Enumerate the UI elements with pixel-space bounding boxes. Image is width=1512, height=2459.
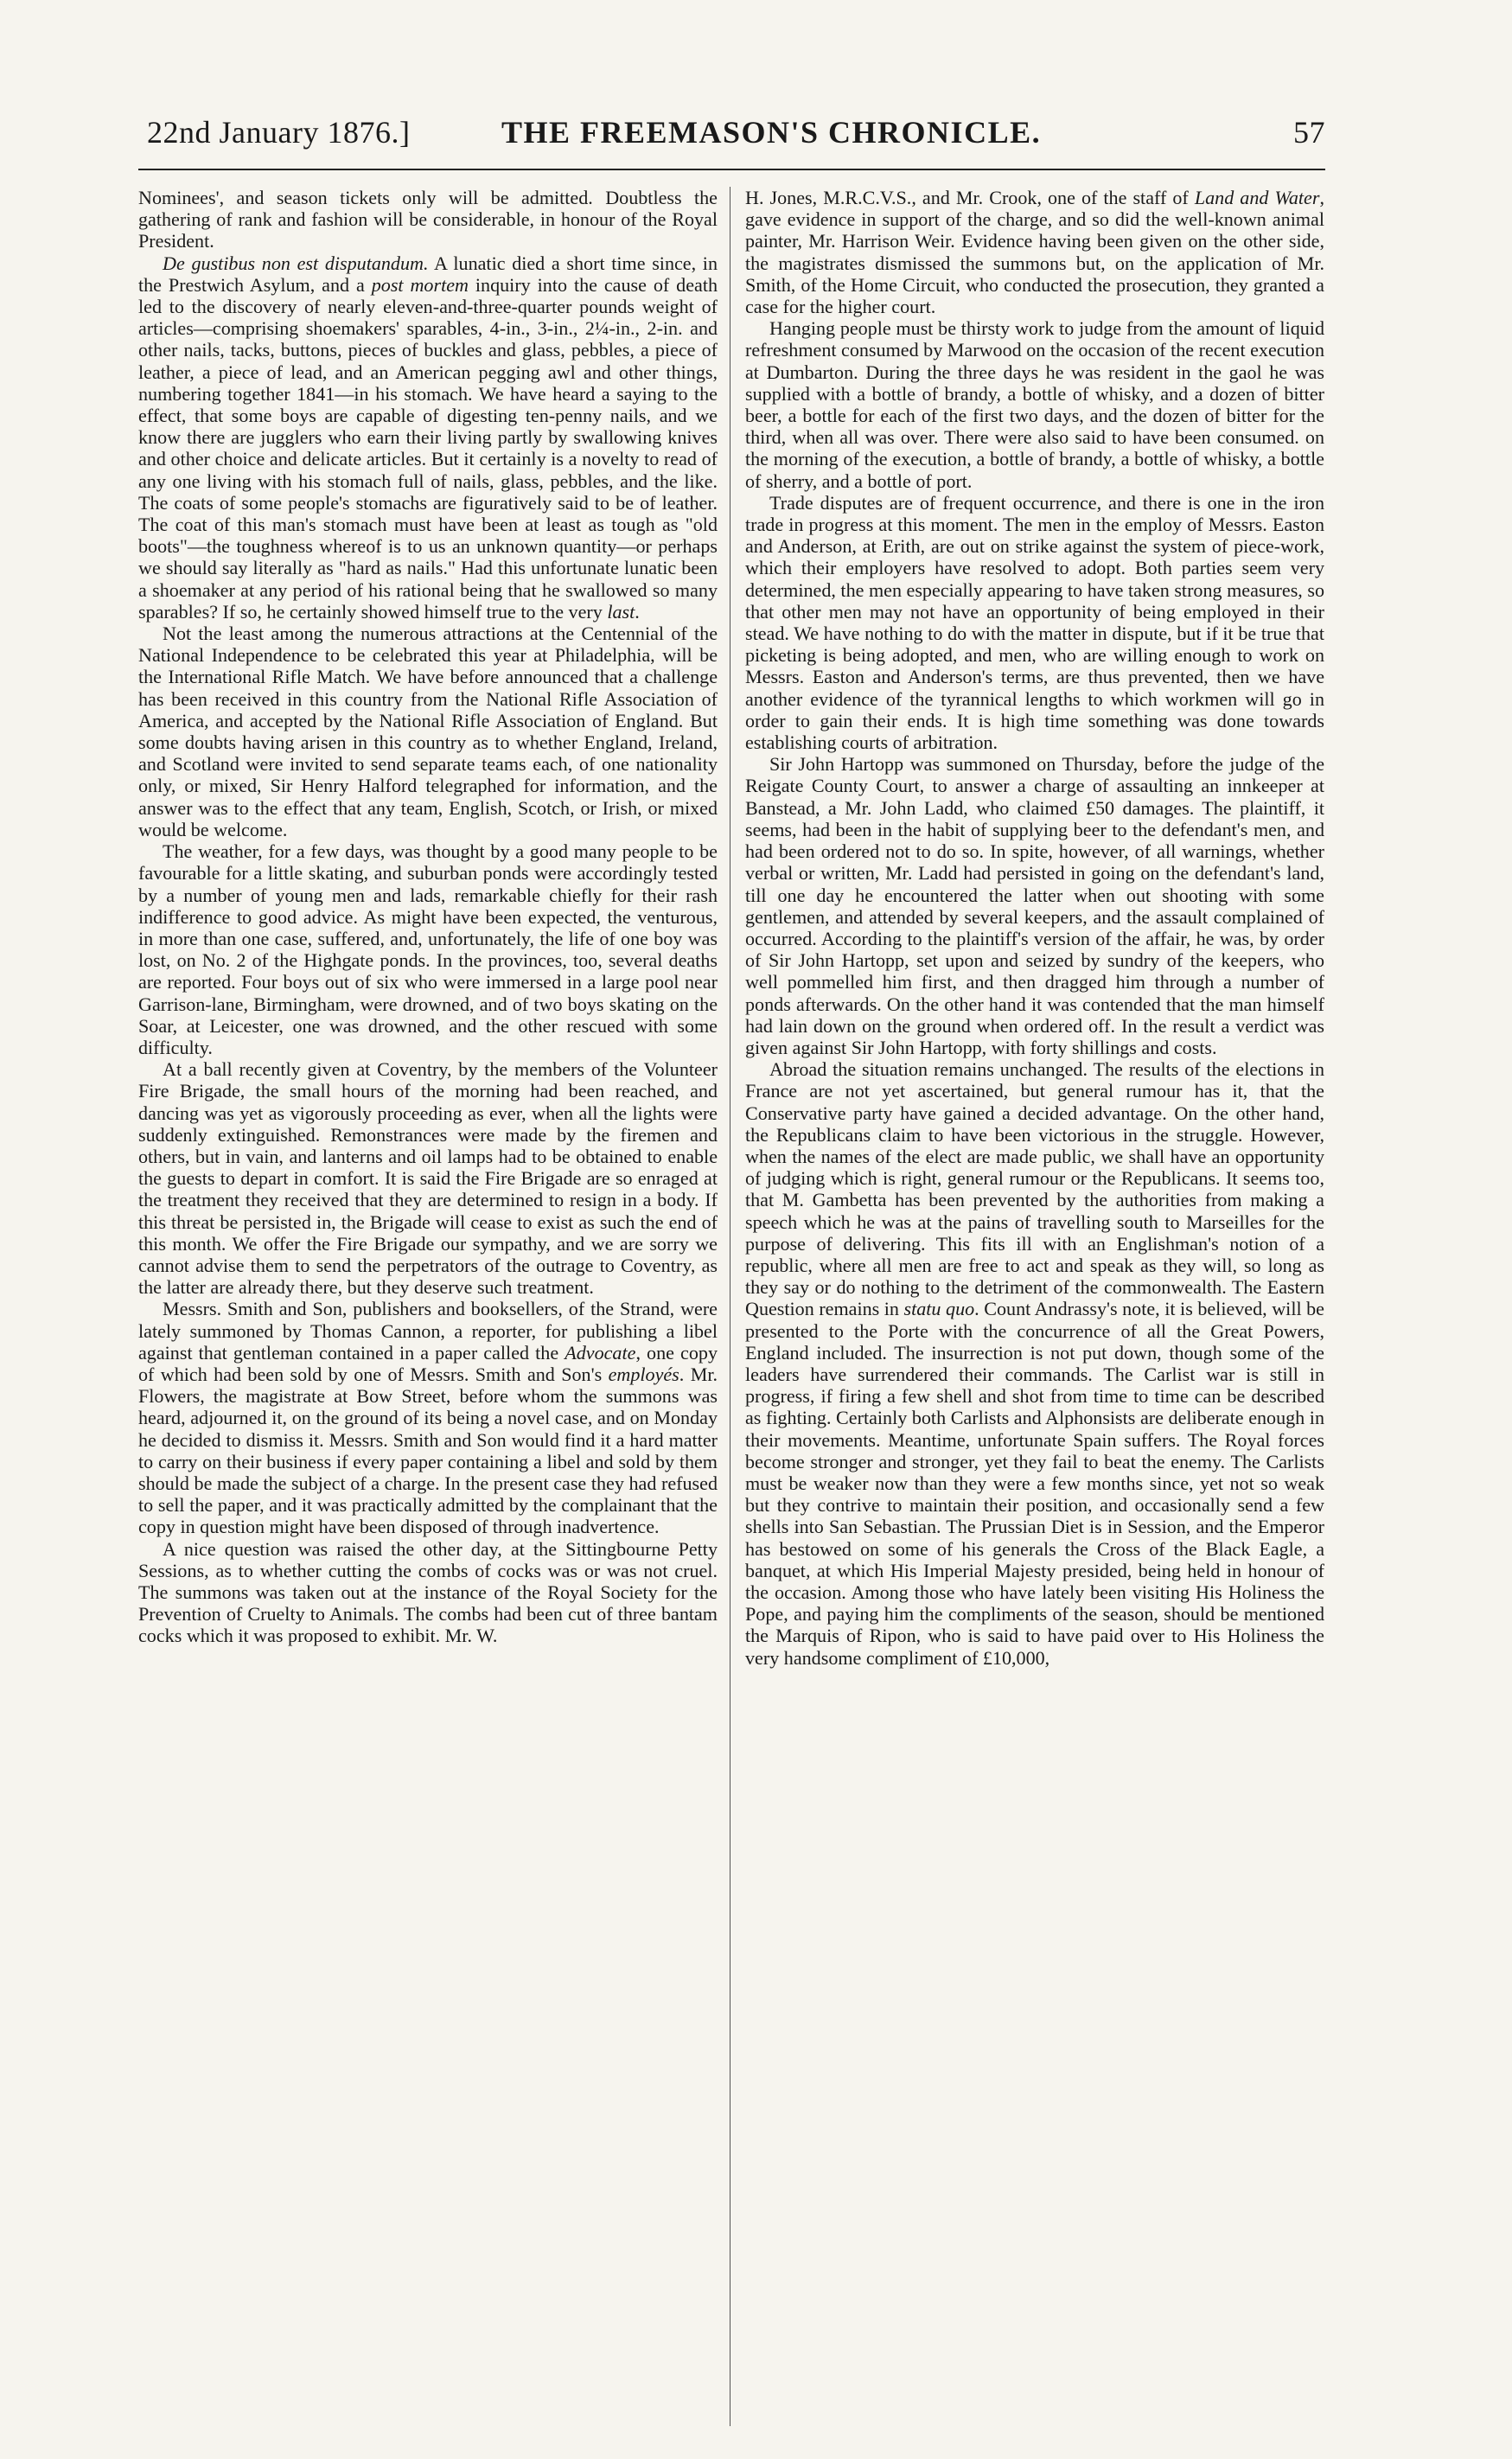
italic-phrase: last bbox=[607, 600, 635, 623]
paragraph bbox=[745, 753, 1324, 1058]
italic-phrase: employés bbox=[608, 1363, 679, 1385]
text-run: Nominees', and season tickets only will be admitted. Doubtless the gathering of rank and fashion will be considerable, in honour of the Royal President. bbox=[138, 187, 718, 252]
text-run: Abroad the situation remains unchanged. The results of the elections in France are not yet ascertained, but general rumour has it, that the Conservative party have gained a decided advantage. On the other hand, the Republicans claim to have been victorious in the struggle. However, when the names of the elect are made public, we shall have an opportunity of judging which is right, general rumour or the Republicans. It seems too, that M. Gambetta has been prevented by the authorities from making a speech which he was at the pains of travelling south to Marseilles for the purpose of delivering. This fits ill with an Englishman's notion of a republic, where all men are free to act and speak as they will, so long as they say or do nothing to the detriment of the commonwealth. The Eastern Question remains in bbox=[745, 1058, 1324, 1320]
paragraph bbox=[138, 840, 718, 1058]
paragraph bbox=[138, 1058, 718, 1298]
text-run: Hanging people must be thirsty work to judge from the amount of liquid refreshment consumed by Marwood on the occasion of the recent execution at Dumbarton. During the three days he was resident in the gaol he was supplied with a bottle of brandy, a bottle of whisky, and a dozen of bitter beer, a bottle for each of the first two days, and the dozen of bitter for the third, when all was over. There were also said to have been consumed. on the morning of the execution, a bottle of brandy, a bottle of whisky, a bottle of sherry, and a bottle of port. bbox=[745, 317, 1324, 492]
text-run: Sir John Hartopp was summoned on Thursday, before the judge of the Reigate County Court, to answer a charge of assaulting an innkeeper at Banstead, a Mr. John Ladd, who claimed £50 damages. The plaintiff, it seems, had been in the habit of supplying beer to the defendant's men, and had been ordered not to do so. In spite, however, of all warnings, whether verbal or written, Mr. Ladd had persisted in going on the defendant's land, till one day he encountered the latter when out shooting with some gentlemen, and attended by several keepers, and the assault complained of occurred. According to the plaintiff's version of the affair, he was, by order of Sir John Hartopp, set upon and seized by sundry of the keepers, who well pommelled him first, and then dragged him through a number of ponds afterwards. On the other hand it was contended that the man himself had lain down on the ground when ordered off. In the result a verdict was given against Sir John Hartopp, with forty shillings and costs. bbox=[745, 753, 1324, 1058]
paragraph bbox=[138, 252, 718, 623]
italic-phrase: Land and Water bbox=[1194, 187, 1320, 208]
paragraph bbox=[138, 1298, 718, 1537]
text-run: . Count Andrassy's note, it is believed, will be presented to the Porte with the concurrence of all the Great Powers, England included. The insurrection is not put down, though some of the leaders have surrendered their commands. The Carlist war is still in progress, if firing a few shell and shot from time to time can be described as fighting. Certainly both Carlists and Alphonsists are deliberate enough in their movements. Meantime, unfortunate Spain suffers. The Royal forces become stronger and stronger, yet they fail to beat the enemy. The Carlists must be weaker now than they were a few months since, yet not so weak but they contrive to maintain their position, and occasionally send a few shells into San Sebastian. The Prussian Diet is in Session, and the Emperor has bestowed on some of his generals the Cross of the Black Eagle, a banquet, at which His Imperial Majesty presided, being held in honour of the occasion. Among those who have lately been visiting His Holiness the Pope, and paying him the compliments of the season, should be mentioned the Marquis of Ripon, who is said to have paid over to His Holiness the very handsome compliment of £10,000, bbox=[745, 1298, 1324, 1669]
text-run: Trade disputes are of frequent occurrence, and there is one in the iron trade in progress at this moment. The men in the employ of Messrs. Easton and Anderson, at Erith, are out on strike against the system of piece-work, which their employers have resolved to adopt. Both parties seem very determined, the men especially appearing to have taken strong measures, so that other men may not have an opportunity of being employed in their stead. We have nothing to do with the matter in dispute, but if it be true that picketing is being adopted, and men, who are willing enough to work on Messrs. Easton and Anderson's terms, are thus prevented, then we have another evidence of the tyrannical lengths to which workmen will go in order to gain their ends. It is high time something was done towards establishing courts of arbitration. bbox=[745, 491, 1324, 754]
text-run: Not the least among the numerous attractions at the Centennial of the National Independence to be celebrated this year at Philadelphia, will be the International Rifle Match. We have before announced that a challenge has been received in this country from the National Rifle Association of America, and accepted by the National Rifle Association of England. But some doubts having arisen in this country as to whether England, Ireland, and Scotland were invited to send separate teams each, of one nationality only, or mixed, Sir Henry Halford telegraphed for information, and the answer was to the effect that any team, English, Scotch, or Irish, or mixed would be welcome. bbox=[138, 623, 718, 840]
text-run: The weather, for a few days, was thought by a good many people to be favourable for a little skating, and suburban ponds were accordingly tested by a number of young men and lads, remarkable chiefly for their rash indifference to good advice. As might have been expected, the venturous, in more than one case, suffered, and, unfortunately, the life of one boy was lost, on No. 2 of the Highgate ponds. In the provinces, too, several deaths are reported. Four boys out of six who were immersed in a large pool near Garrison-lane, Birmingham, were drowned, and of two boys skating on the Soar, at Leicester, one was drowned, and the other rescued with some difficulty. bbox=[138, 840, 718, 1058]
paragraph bbox=[745, 492, 1324, 753]
page-number: 57 bbox=[1293, 115, 1325, 150]
paragraph bbox=[138, 1538, 718, 1647]
italic-phrase: De gustibus non est disputandum. bbox=[163, 252, 429, 274]
italic-phrase: post mortem bbox=[371, 273, 469, 296]
paragraph bbox=[745, 187, 1324, 317]
issue-date: 22nd January 1876.] bbox=[147, 115, 411, 150]
paragraph bbox=[138, 623, 718, 840]
italic-phrase: Advocate bbox=[565, 1341, 636, 1364]
masthead bbox=[147, 114, 1325, 166]
paragraph bbox=[745, 317, 1324, 492]
text-run: Messrs. Smith and Son, publishers and booksellers, of the Strand, were lately summoned by Thomas Cannon, a reporter, for publishing a libel against that gentleman contained in a paper called the bbox=[138, 1298, 718, 1364]
left-column bbox=[138, 187, 718, 2426]
paragraph bbox=[745, 1058, 1324, 1669]
text-run: A nice question was raised the other day, at the Sittingbourne Petty Sessions, as to whether cutting the combs of cocks was or was not cruel. The summons was taken out at the instance of the Royal Society for the Prevention of Cruelty to Animals. The combs had been cut of three bantam cocks which it was proposed to exhibit. Mr. W. bbox=[138, 1537, 718, 1647]
text-run: A lunatic died a short time since, in the Prestwich Asylum, and a bbox=[138, 252, 718, 296]
text-run: . Mr. Flowers, the magistrate at Bow Street, before whom the summons was heard, adjourned it, on the ground of its being a novel case, and on Monday he decided to dismiss it. Messrs. Smith and Son would find it a hard matter to carry on their business if every paper containing a libel and sold by them should be made the subject of a charge. In the present case they had refused to sell the paper, and it was practically admitted by the complainant that the copy in question might have been disposed of through inadvertence. bbox=[138, 1363, 718, 1538]
publication-title: THE FREEMASON'S CHRONICLE. bbox=[501, 115, 1042, 150]
article-columns bbox=[138, 187, 1325, 2426]
paragraph bbox=[138, 187, 718, 252]
text-run: , one copy of which had been sold by one of Messrs. Smith and Son's bbox=[138, 1341, 718, 1385]
text-run: inquiry into the cause of death led to the discovery of nearly eleven-and-three-quarter pounds weight of articles—comprising shoemakers' sparables, 4-in., 3-in., 2¼-in., 2-in. and other nails, tacks, buttons, pieces of buckles and glass, pebbles, a piece of leather, a piece of lead, and an American pegging awl and other things, numbering together 1841—in his stomach. We have heard a saying to the effect, that some boys are capable of digesting ten-penny nails, and we know there are jugglers who earn their living partly by swallowing knives and other choice and delicate articles. But it certainly is a novelty to read of any one living with his stomach full of nails, glass, pebbles, and the like. The coats of some people's stomachs are figuratively said to be of leather. The coat of this man's stomach must have been at least as tough as "old boots"—the toughness whereof is to us an unknown quantity—or perhaps we should say literally as "hard as nails." Had this unfortunate lunatic been a shoemaker at any period of his rational being that he swallowed so many sparables? If so, he certainly showed himself true to the very bbox=[138, 273, 718, 623]
text-run: , gave evidence in support of the charge, and so did the well-known animal painter, Mr. Harrison Weir. Evidence having been given on the other side, the magistrates dismissed the summons but, on the application of Mr. Smith, of the Home Circuit, who conducted the prosecution, they granted a case for the higher court. bbox=[745, 187, 1324, 318]
header-rule bbox=[138, 169, 1325, 170]
text-run: H. Jones, M.R.C.V.S., and Mr. Crook, one of the staff of bbox=[745, 187, 1195, 208]
italic-phrase: statu quo bbox=[903, 1298, 975, 1320]
text-run: . bbox=[635, 600, 640, 623]
text-run: At a ball recently given at Coventry, by the members of the Volunteer Fire Brigade, the small hours of the morning had been reached, and dancing was yet as vigorously proceeding as ever, when all the lights were suddenly extinguished. Remonstrances were made by the firemen and others, but in vain, and lanterns and oil lamps had to be obtained to enable the guests to depart in comfort. It is said the Fire Brigade are so enraged at the treatment they received that they are determined to resign in a body. If this threat be persisted in, the Brigade will cease to exist as such the end of this month. We offer the Fire Brigade our sympathy, and we are sorry we cannot advise them to send the perpetrators of the outrage to Coventry, as the latter are already there, but they deserve such treatment. bbox=[138, 1058, 718, 1299]
right-column bbox=[745, 187, 1324, 2426]
